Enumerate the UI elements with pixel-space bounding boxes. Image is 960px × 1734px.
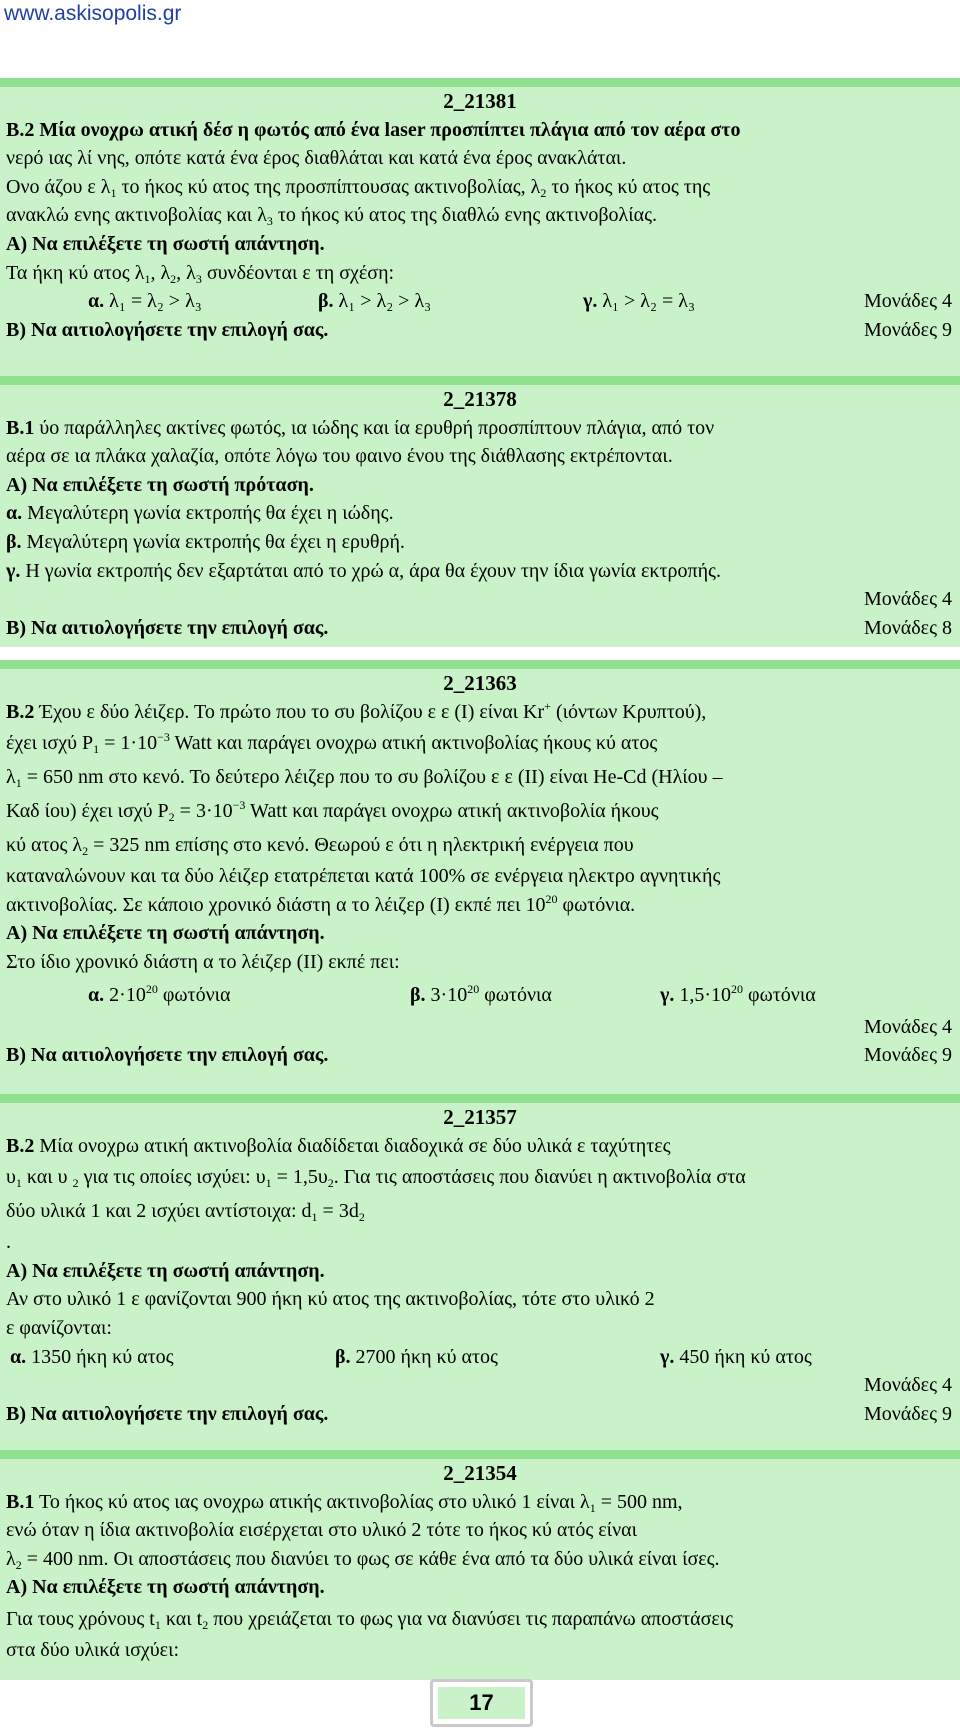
option-a: α. $2\cdot 10^{20}$ φωτόνια <box>88 981 231 1006</box>
text-line: Α) Να επιλέξετε τη σωστή απάντηση. <box>6 922 325 945</box>
question-code: 2_21381 <box>443 89 517 113</box>
text-line: Α) Να επιλέξετε τη σωστή απάντηση. <box>6 1576 325 1599</box>
text-line: Α) Να επιλέξετε τη σωστή πρόταση. <box>6 473 314 496</box>
text-line: $\lambda_2 = 400$ nm. Οι αποστάσεις που διανύει το φως σε κάθε ένα από τα δύο υλικά είναι ίσες. <box>6 1547 720 1572</box>
text-line: Β.1 Το ήκος κύ ατος ιας ονοχρω ατικής ακτινοβολίας στο υλικό 1 είναι $\lambda_1 = 500$ nm, <box>6 1490 683 1515</box>
text-line: $\lambda_1 = 650$ nm στο κενό. Το δεύτερο λέιζερ που το συ βολίζου ε ε (ΙΙ) είναι He-Cd (Ηλίου – <box>6 766 723 791</box>
points: Μονάδες 9 <box>863 1044 952 1067</box>
text-line: καταναλώνουν και τα δύο λέιζερ ετατρέπεται κατά 100% σε ενέργεια ηλεκτρο αγνητικής <box>6 865 721 888</box>
text-line: Β) Να αιτιολογήσετε την επιλογή σας. Μονάδες 9 <box>0 316 960 345</box>
text-line: Β.1 ύο παράλληλες ακτίνες φωτός, ια ιώδης και ία ερυθρή προσπίπτουν πλάγια, από τον <box>6 416 715 439</box>
option-c: γ. $1,5\cdot 10^{20}$ φωτόνια <box>660 981 816 1006</box>
option-a: α. λ₁ = λ₂ > λ₃ <box>88 290 202 313</box>
question-block-21354 <box>0 1450 960 1680</box>
text-line: Καδ ίου) έχει ισχύ $P_2 = 3\cdot 10^{-3}$ Watt και παράγει ονοχρω ατική ακτινοβολία ήκους <box>6 798 659 825</box>
option-c: γ. Η γωνία εκτροπής δεν εξαρτάται από το χρώ α, άρα θα έχουν την ίδια γωνία εκτροπής. <box>6 559 721 582</box>
option-c: γ. 450 ήκη κύ ατος <box>660 1345 812 1368</box>
text-line <box>0 1371 960 1400</box>
text-line: Β) Να αιτιολογήσετε την επιλογή σας. Μονάδες 9 <box>0 1041 960 1070</box>
text-line: δύο υλικά 1 και 2 ισχύει αντίστοιχα: $d_1 = 3d_2$ <box>6 1200 365 1225</box>
text-line: στα δύο υλικά ισχύει: <box>6 1638 180 1661</box>
text-line: νερό ιας λί νης, οπότε κατά ένα έρος διαθλάται και κατά ένα έρος ανακλάται. <box>6 147 627 170</box>
page-number: 17 <box>438 1687 525 1719</box>
option-a: α. Μεγαλύτερη γωνία εκτροπής θα έχει η ιώδης. <box>6 502 394 525</box>
question-code: 2_21363 <box>443 671 517 695</box>
options-line <box>0 287 960 316</box>
text-line: $\upsilon_1$ και υ $_2$ για τις οποίες ισχύει: $\upsilon_1 = 1,5\upsilon_2$. Για τις αποστάσεις που διανύει η ακτινοβολία στα <box>6 1166 746 1191</box>
points: Μονάδες 8 <box>863 616 952 639</box>
points: Μονάδες 4 <box>863 1015 952 1038</box>
text-line: Α) Να επιλέξετε τη σωστή απάντηση. <box>6 232 325 255</box>
site-url[interactable]: www.askisopolis.gr <box>4 2 182 25</box>
text-line: ε φανίζονται: <box>6 1316 112 1339</box>
text-line: κύ ατος $\lambda_2 = 325$ nm επίσης στο κενό. Θεωρού ε ότι η ηλεκτρική ενέργεια που <box>6 834 634 859</box>
text-line: έχει ισχύ $P_1 = 1\cdot 10^{-3}$ Watt και παράγει ονοχρω ατική ακτινοβολίας ήκους κύ ατος <box>6 730 658 757</box>
question-code: 2_21378 <box>443 387 517 411</box>
question-block-21381 <box>0 78 960 378</box>
text-line: ανακλώ ενης ακτινοβολίας και $\lambda_3$ το ήκος κύ ατος της διαθλώ ενης ακτινοβολίας. <box>6 204 657 229</box>
text-line: Αν στο υλικό 1 ε φανίζονται 900 ήκη κύ ατος της ακτινοβολίας, τότε στο υλικό 2 <box>6 1288 655 1311</box>
text-line <box>0 585 960 614</box>
question-block-21363 <box>0 660 960 1096</box>
text-line: . <box>6 1231 11 1254</box>
question-code: 2_21354 <box>443 1461 517 1485</box>
text-line: αέρα σε ια πλάκα χαλαζία, οπότε λόγω του φαινο ένου της διάθλασης εκτρέπονται. <box>6 445 673 468</box>
text-line <box>0 1013 960 1042</box>
text-line: Α) Να επιλέξετε τη σωστή απάντηση. <box>6 1259 325 1282</box>
question-code: 2_21357 <box>443 1105 517 1129</box>
text-line: Τα ήκη κύ ατος $\lambda_1$, $\lambda_2$, $\lambda_3$ συνδέονται ε τη σχέση: <box>6 261 395 286</box>
text-line: Β.2 Έχου ε δύο λέιζερ. Το πρώτο που το συ βολίζου ε ε (Ι) είναι Kr+ (ιόντων Κρυπτού), <box>6 698 707 723</box>
option-b: β. 2700 ήκη κύ ατος <box>335 1345 498 1368</box>
text-line: ακτινοβολίας. Σε κάποιο χρονικό διάστη α το λέιζερ (Ι) εκπέ πει $10^{20}$ φωτόνια. <box>6 891 636 916</box>
option-b: β. Μεγαλύτερη γωνία εκτροπής θα έχει η ερυθρή. <box>6 530 405 553</box>
options-line <box>0 977 960 1013</box>
option-a: α. 1350 ήκη κύ ατος <box>10 1345 174 1368</box>
question-block-21357 <box>0 1094 960 1452</box>
points: Μονάδες 9 <box>863 318 952 341</box>
points: Μονάδες 4 <box>863 290 952 313</box>
points: Μονάδες 4 <box>863 1374 952 1397</box>
points: Μονάδες 9 <box>863 1402 952 1425</box>
question-block-21378 <box>0 376 960 647</box>
text-line: Β) Να αιτιολογήσετε την επιλογή σας. Μονάδες 9 <box>0 1400 960 1429</box>
text-line: Β.2 Μία ονοχρω ατική ακτινοβολία διαδίδεται διαδοχικά σε δύο υλικά ε ταχύτητες <box>6 1134 671 1157</box>
text-line: Ονο άζου ε $\lambda_1$ το ήκος κύ ατος της προσπίπτουσας ακτινοβολίας, $\lambda_2$ το ήκος κύ ατος της <box>6 175 711 200</box>
options-line <box>0 1343 960 1372</box>
option-b: β. λ₁ > λ₂ > λ₃ <box>318 290 432 313</box>
text-line: Στο ίδιο χρονικό διάστη α το λέιζερ (ΙΙ) εκπέ πει: <box>6 950 400 973</box>
page-number-box <box>430 1679 533 1727</box>
text-line: ενώ όταν η ίδια ακτινοβολία εισέρχεται στο υλικό 2 τότε το ήκος κύ ατός είναι <box>6 1519 637 1542</box>
text-line: Για τους χρόνους $t_1$ και $t_2$ που χρειάζεται το φως για να διανύσει τις παραπάνω αποστάσεις <box>6 1607 734 1632</box>
text-line: Β.2 Μία ονοχρω ατική δέσ η φωτός από ένα laser προσπίπτει πλάγια από τον αέρα στο <box>6 118 741 141</box>
points: Μονάδες 4 <box>863 588 952 611</box>
text-line: Β) Να αιτιολογήσετε την επιλογή σας. Μονάδες 8 <box>0 614 960 643</box>
option-b: β. $3\cdot 10^{20}$ φωτόνια <box>410 981 552 1006</box>
option-c: γ. λ₁ > λ₂ = λ₃ <box>583 290 695 313</box>
